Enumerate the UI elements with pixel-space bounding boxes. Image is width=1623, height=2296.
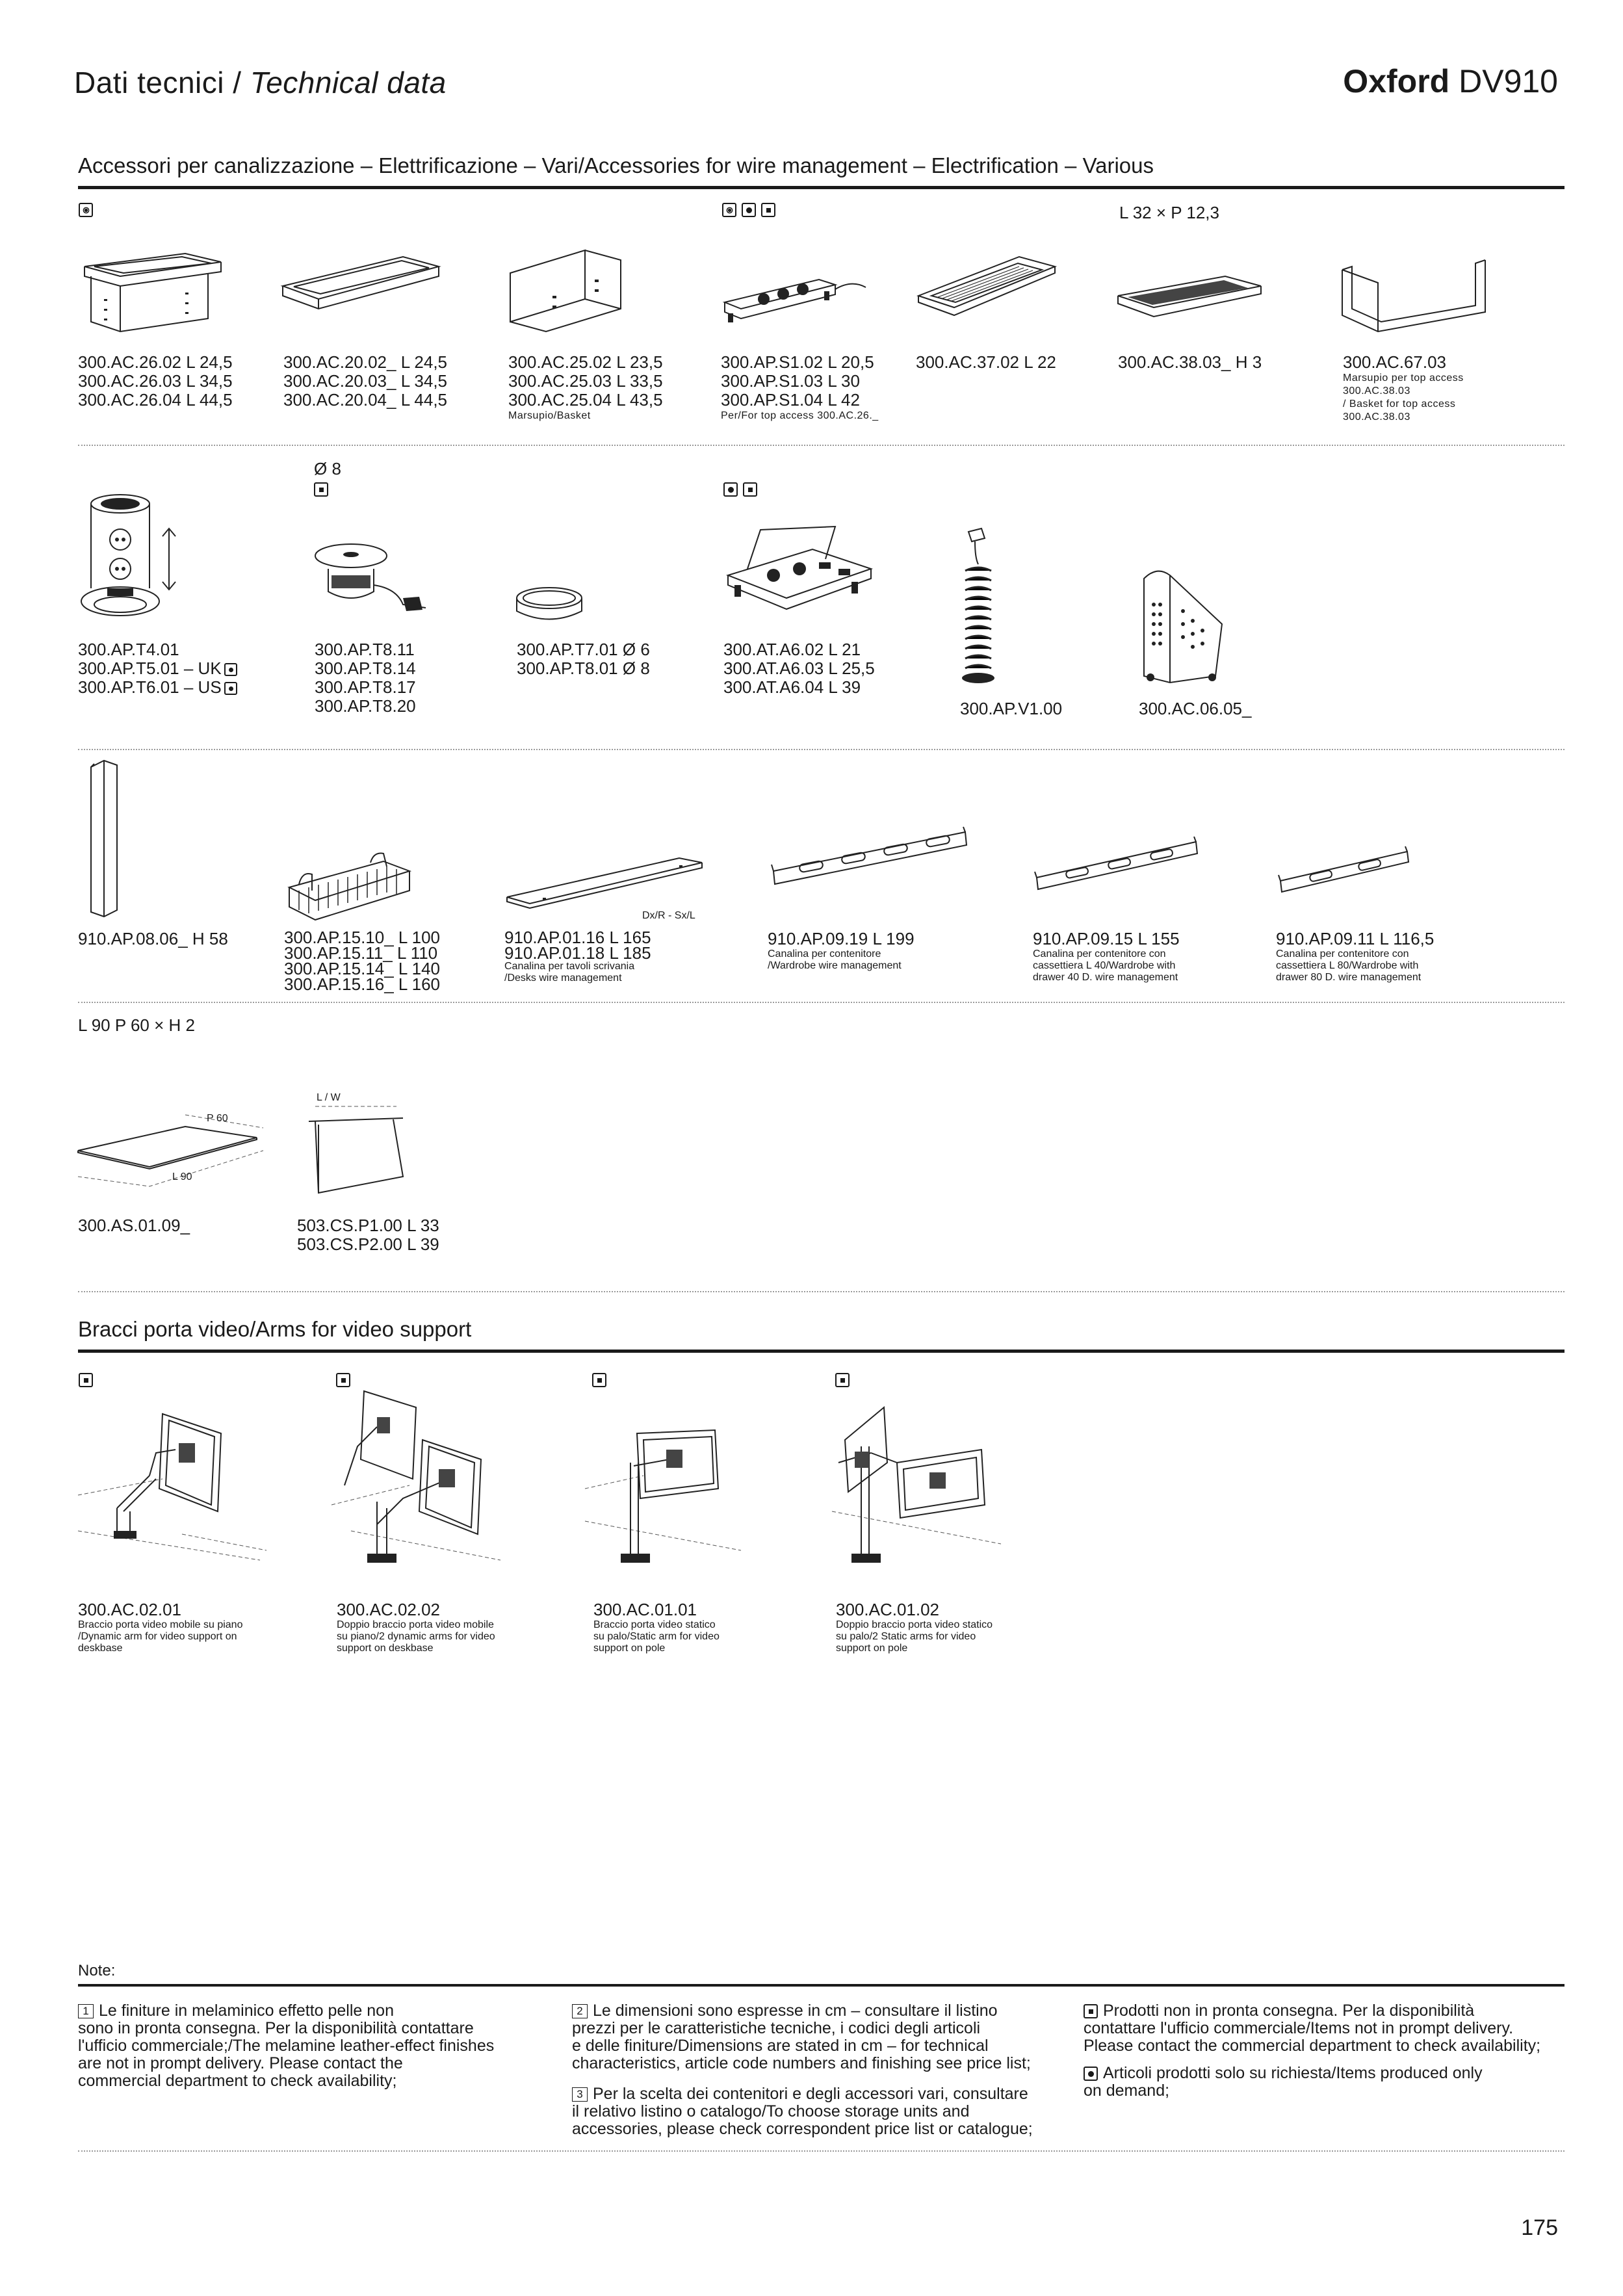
product-code: 300.AC.26.02 L 24,5: [78, 352, 233, 372]
brand-name: Oxford: [1343, 63, 1450, 99]
square-badge-icon: [835, 1373, 850, 1387]
note-5: [1084, 2065, 1483, 2100]
product-note: Canalina per contenitore: [768, 948, 881, 959]
note-text: Le dimensioni sono espresse in cm – consultare il listino: [593, 2002, 998, 2020]
product-code: 910.AP.08.06_ H 58: [78, 929, 228, 948]
ring-badge-icon: [722, 203, 736, 217]
row-divider: [78, 1291, 1565, 1292]
cable-basket-drawing: [286, 848, 413, 920]
product-code: 300.AC.25.03 L 33,5: [508, 371, 663, 391]
section-title-video-arms: Bracci porta video/Arms for video support: [78, 1317, 472, 1341]
top-access-basket-drawing: [1339, 250, 1488, 335]
product-note: Doppio braccio porta video mobile: [337, 1619, 494, 1630]
note-text: prezzi per le caratteristiche tecniche, i codici degli articoli: [572, 2019, 981, 2037]
product-code: 300.AT.A6.02 L 21: [723, 640, 861, 659]
product-code: 300.AP.15.16_ L 160: [284, 974, 441, 994]
row-divider: [78, 445, 1565, 446]
square-badge-icon: [314, 482, 328, 497]
product-code: 503.CS.P2.00 L 39: [297, 1234, 439, 1254]
product-code-group: [78, 640, 237, 697]
square-badge-icon: [336, 1373, 350, 1387]
badge-group: [79, 203, 98, 217]
cover-flap-drawing: [279, 250, 442, 322]
note-text: are not in prompt delivery. Please contact the: [78, 2054, 403, 2072]
product-code-group: [508, 353, 663, 423]
desk-wire-channel-drawing: [504, 848, 705, 920]
product-note: deskbase: [78, 1643, 123, 1654]
badge-group: [592, 1373, 612, 1387]
grommet-box-drawing: [81, 250, 224, 335]
product-code: 300.AC.02.02: [337, 1600, 441, 1619]
notes-rule: [78, 1984, 1565, 1987]
product-note: cassettiera L 80/Wardrobe with: [1276, 960, 1419, 971]
model-name: DV910: [1459, 63, 1558, 99]
double-dynamic-arm-desk-drawing: [331, 1388, 526, 1583]
product-code: 300.AC.25.02 L 23,5: [508, 352, 663, 372]
product-note: Braccio porta video statico: [593, 1619, 716, 1630]
product-code: 910.AP.09.11 L 116,5: [1276, 929, 1435, 948]
product-code: 300.AC.02.01: [78, 1600, 182, 1619]
note-text: sono in pronta consegna. Per la disponibilità contattare: [78, 2019, 474, 2037]
row-divider: [78, 1002, 1565, 1003]
popup-socket-drawing: [78, 491, 208, 634]
diagram-label: L / W: [317, 1092, 341, 1103]
product-note: su piano/2 dynamic arms for video: [337, 1631, 495, 1642]
product-code: 300.AC.20.04_ L 44,5: [283, 390, 448, 410]
note-text: Please contact the commercial department to check availability;: [1084, 2037, 1541, 2055]
product-code-group: [916, 353, 1056, 372]
product-code: 300.AP.S1.04 L 42: [721, 390, 860, 410]
vertical-cable-duct-drawing: [84, 757, 123, 920]
product-code: 300.AP.15.11_ L 110: [284, 943, 438, 963]
product-note: support on pole: [836, 1643, 908, 1654]
product-note: Canalina per tavoli scrivania: [504, 961, 635, 972]
product-code-group: [284, 930, 440, 992]
product-note: support on deskbase: [337, 1643, 434, 1654]
product-code-group: [517, 640, 650, 678]
product-code: 300.AC.01.02: [836, 1600, 940, 1619]
note-number: 2: [572, 2004, 588, 2018]
note-3: [572, 2085, 1033, 2138]
diagram-label: P 60: [207, 1113, 228, 1124]
title-separator: /: [224, 66, 250, 99]
product-code: 300.AS.01.09_: [78, 1216, 190, 1235]
product-code: 300.AP.T5.01 – UK: [78, 659, 222, 678]
product-code: 300.AC.06.05_: [1139, 699, 1252, 718]
note-number: 1: [78, 2004, 94, 2018]
note-text: characteristics, article code numbers and finishing see price list;: [572, 2054, 1031, 2072]
product-code: 300.AT.A6.04 L 39: [723, 677, 861, 697]
product-code-group: [315, 640, 416, 716]
static-arm-pole-drawing: [585, 1411, 754, 1573]
page-number: 175: [1521, 2215, 1558, 2240]
product-code: 910.AP.01.16 L 165: [504, 928, 651, 947]
product-code-group: [504, 930, 651, 984]
arm-item: [337, 1600, 495, 1654]
dot-badge-icon: [1084, 2067, 1098, 2081]
product-code: 300.AC.26.04 L 44,5: [78, 390, 233, 410]
basket-drawing: [507, 247, 624, 332]
product-code: 300.AC.26.03 L 34,5: [78, 371, 233, 391]
product-code: 300.AP.15.14_ L 140: [284, 959, 441, 978]
arm-item: [78, 1600, 242, 1654]
note-text: l'ufficio commerciale;/The melamine leather-effect finishes: [78, 2037, 495, 2055]
dimension-label: Ø 8: [314, 459, 341, 478]
product-code: 300.AC.20.03_ L 34,5: [283, 371, 448, 391]
product-code: 300.AP.T8.11: [315, 640, 415, 659]
note-text: on demand;: [1084, 2081, 1170, 2100]
badge-group: [835, 1373, 855, 1387]
product-code: 300.AP.S1.03 L 30: [721, 371, 860, 391]
product-code-group: [1343, 353, 1464, 424]
double-static-arm-pole-drawing: [832, 1401, 1014, 1576]
product-code: 910.AP.09.19 L 199: [768, 929, 915, 948]
product-note: su palo/Static arm for video: [593, 1631, 720, 1642]
product-code: 910.AP.09.15 L 155: [1033, 929, 1180, 948]
wardrobe-drawer-80-channel-drawing: [1277, 845, 1414, 897]
badge-group: [722, 203, 781, 217]
product-code-group: [1139, 699, 1251, 718]
product-note: Marsupio per top access: [1343, 372, 1464, 384]
square-badge-icon: [79, 1373, 93, 1387]
product-code: 300.AP.T8.20: [315, 696, 416, 716]
dot-badge-icon: [224, 682, 237, 695]
product-code: 300.AC.01.01: [593, 1600, 697, 1619]
product-code-group: [1033, 930, 1180, 984]
dot-badge-icon: [224, 663, 237, 676]
product-note: support on pole: [593, 1643, 666, 1654]
brand-title: [1343, 62, 1558, 100]
note-text: Prodotti non in pronta consegna. Per la disponibilità: [1103, 2002, 1475, 2020]
note-text: Articoli prodotti solo su richiesta/Items produced only: [1103, 2064, 1483, 2082]
product-code: 300.AP.T8.14: [315, 659, 416, 678]
product-code: 300.AP.T7.01 Ø 6: [517, 640, 650, 659]
product-note: /Dynamic arm for video support on: [78, 1631, 237, 1642]
grommet-cap-drawing: [513, 585, 591, 631]
suspension-file-drawing: [305, 1099, 409, 1196]
wardrobe-drawer-40-channel-drawing: [1033, 835, 1202, 897]
product-code-group: [78, 353, 233, 410]
product-code: 300.AC.37.02 L 22: [916, 352, 1056, 372]
product-note: /Desks wire management: [504, 972, 622, 984]
cpu-holder-drawing: [1131, 566, 1228, 686]
ring-badge-icon: [79, 203, 93, 217]
product-code: 300.AP.T6.01 – US: [78, 677, 222, 697]
product-code: 300.AC.67.03: [1343, 352, 1447, 372]
cable-spine-drawing: [955, 525, 1001, 688]
footer-divider: [78, 2150, 1565, 2152]
product-note: Canalina per contenitore con: [1276, 948, 1409, 959]
square-badge-icon: [592, 1373, 606, 1387]
square-badge-icon: [1084, 2004, 1098, 2018]
product-code: 910.AP.01.18 L 185: [504, 943, 651, 963]
product-code-group: [721, 353, 879, 423]
product-code-group: [723, 640, 875, 697]
product-code: 503.CS.P1.00 L 33: [297, 1216, 439, 1235]
product-code: 300.AP.T8.17: [315, 677, 416, 697]
grille-cover-drawing: [1115, 270, 1264, 328]
product-code-group: [297, 1216, 439, 1254]
wardrobe-wire-channel-drawing: [770, 826, 972, 897]
power-strip-drawing: [721, 273, 868, 332]
note-1: [78, 2002, 494, 2090]
product-code: 300.AP.15.10_ L 100: [284, 928, 441, 947]
product-note: Marsupio/Basket: [508, 410, 591, 421]
product-code-group: [283, 353, 447, 410]
product-note: Per/For top access 300.AC.26._: [721, 410, 879, 421]
diagram-label: L 90: [172, 1171, 192, 1182]
square-badge-icon: [761, 203, 775, 217]
note-text: il relativo listino o catalogo/To choose storage units and: [572, 2102, 970, 2120]
badge-group: [723, 482, 762, 497]
note-text: contattare l'ufficio commerciale/Items not in prompt delivery.: [1084, 2019, 1514, 2037]
product-code-group: [960, 699, 1062, 718]
section-rule: [78, 1350, 1565, 1353]
note-text: Le finiture in melaminico effetto pelle non: [99, 2002, 394, 2020]
product-code-group: [768, 930, 915, 972]
note-text: Per la scelta dei contenitori e degli accessori vari, consultare: [593, 2085, 1028, 2103]
product-note: 300.AC.38.03: [1343, 411, 1410, 423]
product-note: drawer 80 D. wire management: [1276, 972, 1422, 983]
dot-badge-icon: [742, 203, 756, 217]
section-title-accessories: Accessori per canalizzazione – Elettrificazione – Vari/Accessories for wire management – Electrification – Various: [78, 153, 1154, 177]
note-2: [572, 2002, 1031, 2072]
square-badge-icon: [743, 482, 757, 497]
product-note: /Wardrobe wire management: [768, 960, 902, 971]
note-number: 3: [572, 2087, 588, 2102]
note-text: accessories, please check correspondent price list or catalogue;: [572, 2120, 1033, 2138]
product-code-line: [78, 678, 237, 697]
arm-item: [836, 1600, 993, 1654]
product-code-line: [78, 659, 237, 678]
badge-group: [79, 1373, 98, 1387]
product-code: 300.AC.25.04 L 43,5: [508, 390, 663, 410]
dot-badge-icon: [723, 482, 738, 497]
product-note: su palo/2 Static arms for video: [836, 1631, 976, 1642]
notes-label: Note:: [78, 1962, 116, 1979]
product-code: 300.AP.V1.00: [960, 699, 1063, 718]
product-code: 300.AT.A6.03 L 25,5: [723, 659, 875, 678]
product-code-group: [1276, 930, 1434, 984]
product-note: Canalina per contenitore con: [1033, 948, 1166, 959]
note-text: e delle finiture/Dimensions are stated in cm – for technical: [572, 2037, 989, 2055]
title-it: Dati tecnici: [74, 66, 224, 99]
product-note: Braccio porta video mobile su piano: [78, 1619, 243, 1630]
product-code: 300.AC.20.02_ L 24,5: [283, 352, 448, 372]
product-code: 300.AP.S1.02 L 20,5: [721, 352, 874, 372]
badge-group: [336, 1373, 356, 1387]
dimension-label: L 32 × P 12,3: [1119, 203, 1219, 222]
note-text: commercial department to check availability;: [78, 2072, 397, 2090]
product-note: / Basket for top access: [1343, 398, 1456, 410]
tray-grommet-drawing: [915, 250, 1058, 328]
section-rule: [78, 186, 1565, 189]
product-code: 300.AP.T8.01 Ø 8: [517, 659, 650, 678]
product-note: 300.AC.38.03: [1343, 385, 1410, 397]
product-code-group: [78, 930, 228, 948]
page-title: [74, 65, 447, 100]
product-code-group: [1118, 353, 1262, 372]
badge-group: [314, 482, 333, 497]
diagram-label: Dx/R - Sx/L: [642, 910, 695, 921]
product-note: drawer 40 D. wire management: [1033, 972, 1178, 983]
note-4: [1084, 2002, 1540, 2055]
product-code-group: [78, 1216, 190, 1235]
arm-item: [593, 1600, 720, 1654]
title-en: Technical data: [250, 66, 447, 99]
product-code: 300.AC.38.03_ H 3: [1118, 352, 1262, 372]
row-divider: [78, 749, 1565, 750]
flip-up-socket-drawing: [721, 523, 877, 621]
wireless-charger-drawing: [312, 540, 435, 618]
dimension-label: L 90 P 60 × H 2: [78, 1015, 195, 1035]
dynamic-arm-desk-drawing: [78, 1404, 273, 1560]
product-note: cassettiera L 40/Wardrobe with: [1033, 960, 1176, 971]
product-note: Doppio braccio porta video statico: [836, 1619, 993, 1630]
product-code: 300.AP.T4.01: [78, 640, 179, 659]
